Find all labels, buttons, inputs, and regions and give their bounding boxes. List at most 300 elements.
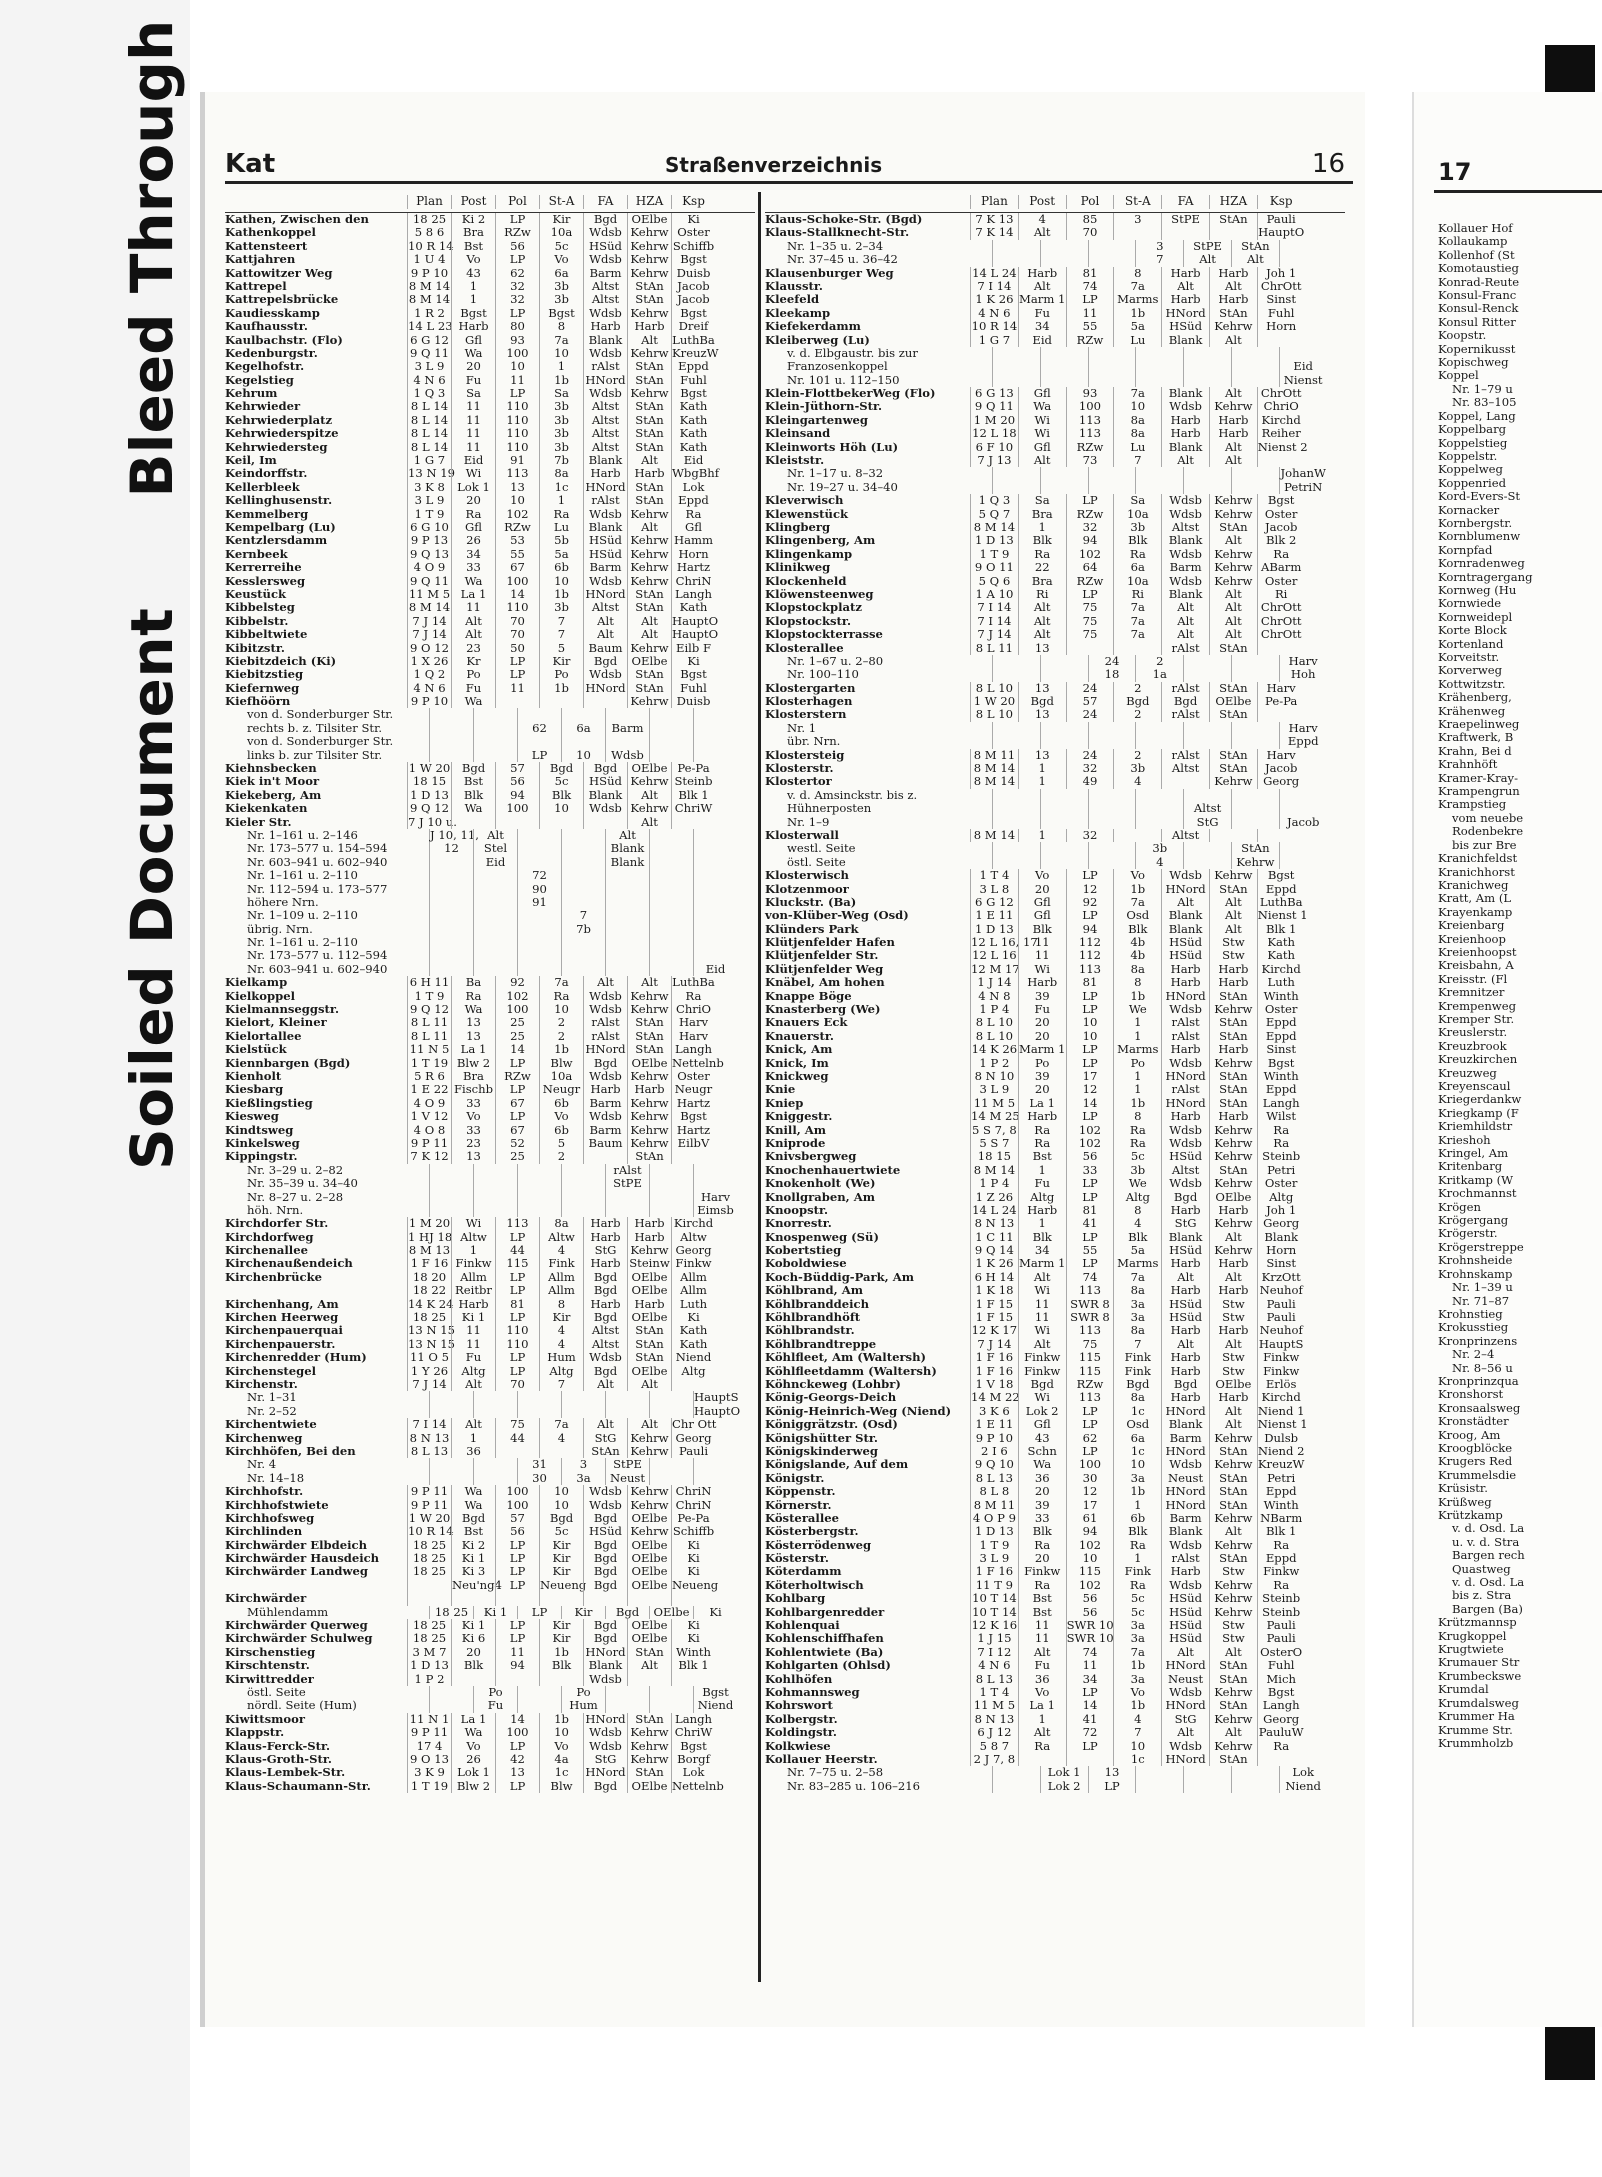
street-cell	[539, 695, 583, 708]
street-row	[225, 1485, 755, 1498]
street-cell: Alt	[1209, 1525, 1257, 1538]
street-name: Kippingstr.	[225, 1149, 298, 1164]
street-cell: Blk	[1018, 534, 1066, 547]
street-cell: StG	[583, 1432, 627, 1445]
street-row	[765, 1338, 1345, 1351]
next-page-entry: Kronprinzqua	[1438, 1373, 1519, 1388]
street-cell: Jacob	[671, 280, 715, 293]
column-label: St-A	[539, 195, 583, 208]
street-cell: Wdsb	[1161, 869, 1209, 882]
street-cell: Kirchd	[1257, 1391, 1305, 1404]
street-cell: Blank	[1161, 334, 1209, 347]
column-label: FA	[583, 195, 627, 208]
street-cell: Wdsb	[1161, 1177, 1209, 1190]
street-cell	[1088, 481, 1136, 494]
street-cell: Blank	[583, 1659, 627, 1672]
street-name: Kiesweg	[225, 1109, 279, 1124]
next-page-entry: Kopischweg	[1438, 355, 1509, 370]
street-cell	[649, 1191, 693, 1204]
street-cell: 18 25	[429, 1606, 473, 1619]
street-cell: Harb	[451, 1298, 495, 1311]
street-cell: Chr Ott	[672, 1417, 717, 1432]
street-cell: Altw	[451, 1231, 495, 1244]
next-page-entry: Konsul Ritter	[1438, 314, 1516, 329]
street-name: Klaus-Ferck-Str.	[225, 1738, 331, 1753]
street-cell	[605, 896, 649, 909]
street-cell: rAlst	[1161, 1083, 1209, 1096]
street-cell: Reiher	[1257, 427, 1305, 440]
street-cell	[671, 1378, 715, 1391]
street-cell: 11	[451, 414, 495, 427]
column-label: FA	[1161, 195, 1209, 208]
street-row	[765, 427, 1345, 440]
next-page-entry: Krieshoh	[1438, 1132, 1491, 1147]
street-name: Kattowitzer Weg	[225, 265, 333, 280]
street-cell: EilbV	[671, 1137, 715, 1150]
street-row	[765, 1271, 1345, 1284]
street-cell	[992, 374, 1040, 387]
column-label: Post	[1018, 195, 1066, 208]
street-name: Königslande, Auf dem	[765, 1457, 909, 1472]
street-cell: Ra	[451, 508, 495, 521]
street-cell	[1231, 1780, 1279, 1793]
street-cell	[1135, 789, 1183, 802]
street-cell: LP	[1066, 293, 1114, 306]
street-cell: Eid	[693, 963, 737, 976]
street-cell	[583, 1592, 627, 1605]
street-name: Kirchwärder	[225, 1591, 307, 1606]
street-cell: LP	[1066, 869, 1114, 882]
street-name: Kirchenbrücke	[225, 1269, 322, 1284]
street-cell	[1088, 802, 1136, 815]
street-cell: 1 P 4	[970, 1177, 1018, 1190]
street-cell	[1088, 467, 1136, 480]
street-cell: Altst	[583, 1324, 627, 1337]
street-name: Kirchwärder Schulweg	[225, 1631, 373, 1646]
street-cell: 1b	[1113, 1485, 1161, 1498]
street-cell	[649, 1204, 693, 1217]
street-cell: HauptO	[694, 1403, 741, 1418]
street-cell	[1231, 655, 1279, 668]
street-cell: Kehrw	[627, 347, 671, 360]
street-cell: 8 M 14	[970, 762, 1018, 775]
street-cell: 10 T 14	[970, 1592, 1018, 1605]
street-cell: PetriN	[1279, 481, 1327, 494]
street-name: Kleingartenweg	[765, 412, 869, 427]
street-name: Knill, Am	[765, 1122, 827, 1137]
street-cell: Wa	[1018, 1458, 1066, 1471]
column-label: Plan	[407, 195, 451, 208]
next-page-entry: Kranichweg	[1438, 877, 1509, 892]
street-cell	[517, 909, 561, 922]
street-cell: Bgd	[583, 1512, 627, 1525]
street-cell: 100	[495, 1726, 539, 1739]
column-label: HZA	[1209, 195, 1257, 208]
street-row	[765, 1070, 1345, 1083]
street-cell: Kehrw	[1209, 1686, 1257, 1699]
street-cell: Steinb	[671, 775, 715, 788]
street-cell: Wdsb	[583, 508, 627, 521]
street-cell: 41	[1066, 1713, 1114, 1726]
street-cell: 4 N 6	[407, 682, 451, 695]
street-cell: Finkw	[1257, 1351, 1305, 1364]
street-row	[225, 454, 755, 467]
street-cell: 11	[1018, 1619, 1066, 1632]
street-cell: Alt	[1161, 615, 1209, 628]
street-cell	[992, 467, 1040, 480]
street-cell: HNord	[1161, 1485, 1209, 1498]
street-row	[765, 1137, 1345, 1150]
street-row	[765, 990, 1345, 1003]
next-page-entry: Kremnitzer	[1438, 985, 1505, 1000]
street-cell: StAn	[1209, 521, 1257, 534]
street-cell: Wdsb	[605, 749, 649, 762]
street-cell: ChriO	[671, 1003, 715, 1016]
next-page-entry: Koppelstr.	[1438, 448, 1498, 463]
street-cell: Wdsb	[583, 347, 627, 360]
street-cell: 2 J 7, 8	[970, 1753, 1018, 1766]
street-cell: Alt	[1209, 1271, 1257, 1284]
street-cell: Bgst	[671, 1110, 715, 1123]
street-cell: Georg	[1257, 775, 1305, 788]
street-cell: Bgd	[583, 1057, 627, 1070]
street-cell: Duisb	[671, 695, 715, 708]
street-row	[225, 775, 755, 788]
street-cell: LP	[495, 1632, 539, 1645]
street-cell: Alt	[1209, 334, 1257, 347]
next-page-entry: Kreuzkirchen	[1438, 1052, 1518, 1067]
street-cell	[649, 869, 693, 882]
street-cell: Horn	[1257, 320, 1305, 333]
street-cell: Kehrw	[627, 1740, 671, 1753]
street-cell: 9 Q 11	[407, 575, 451, 588]
street-cell: 70	[495, 1378, 539, 1391]
street-cell: 5c	[1113, 1150, 1161, 1163]
street-cell: 18	[1088, 668, 1136, 681]
street-cell	[429, 923, 473, 936]
next-page-entry: Krampstieg	[1438, 797, 1507, 812]
street-cell	[1279, 347, 1327, 360]
street-cell: Osd	[1113, 909, 1161, 922]
street-row	[225, 1016, 755, 1029]
street-cell: Wdsb	[583, 1673, 627, 1686]
street-cell	[693, 936, 737, 949]
street-cell: StAn	[1209, 990, 1257, 1003]
next-page-entry: Korte Block	[1438, 623, 1507, 638]
street-cell	[1088, 735, 1136, 748]
street-cell: 3b	[539, 427, 583, 440]
street-cell	[693, 708, 737, 721]
street-name: Klosterallee	[765, 640, 844, 655]
street-row	[765, 642, 1345, 655]
street-cell: Sa	[1018, 494, 1066, 507]
next-page-entry: Kreisbahn, A	[1438, 958, 1514, 973]
street-cell: 1 Z 26	[970, 1191, 1018, 1204]
street-cell: 9 O 11	[970, 561, 1018, 574]
street-cell: Fu	[1018, 307, 1066, 320]
street-cell: LP	[495, 655, 539, 668]
street-cell: LP	[1066, 1177, 1114, 1190]
street-name: Kolkwiese	[765, 1738, 831, 1753]
street-cell: Marms	[1113, 1257, 1161, 1270]
street-cell	[1279, 842, 1327, 855]
street-cell: 1 W 20	[408, 1510, 451, 1525]
street-cell	[649, 936, 693, 949]
street-cell: Blk 1	[1257, 923, 1305, 936]
street-cell: 4 N 6	[970, 1659, 1018, 1672]
street-cell: 6 G 13	[970, 387, 1018, 400]
street-cell: Harb	[583, 320, 627, 333]
street-cell: NBarm	[1257, 1512, 1305, 1525]
street-name: Kielkamp	[225, 975, 288, 990]
street-name: Kathen, Zwischen den	[225, 212, 369, 226]
street-cell: HNord	[1161, 1659, 1209, 1672]
street-cell	[429, 909, 473, 922]
street-cell	[1135, 347, 1183, 360]
street-name: König-Georgs-Deich	[765, 1390, 897, 1405]
street-cell: Alt	[583, 628, 627, 641]
column-label: Ksp	[671, 195, 715, 208]
street-cell: LP	[495, 1780, 539, 1793]
street-cell: 7a	[1113, 1271, 1161, 1284]
street-row	[765, 1217, 1345, 1230]
street-cell	[992, 789, 1040, 802]
next-page-entry: Nr. 83–105	[1452, 395, 1517, 410]
street-cell: Kirchd	[1257, 963, 1305, 976]
street-cell: 8 M 14	[970, 521, 1018, 534]
street-cell: Alt	[1161, 601, 1209, 614]
street-cell: 8 L 14	[407, 427, 451, 440]
street-cell: RZw	[495, 521, 539, 534]
street-cell	[473, 1458, 517, 1471]
street-row	[225, 521, 755, 534]
street-cell	[473, 1177, 517, 1190]
street-cell: Alt	[1161, 1726, 1209, 1739]
street-cell	[1113, 642, 1161, 655]
street-name: Klaus-Schoke-Str. (Bgd)	[765, 212, 923, 226]
street-cell: Stw	[1209, 1351, 1257, 1364]
street-row	[765, 1150, 1345, 1163]
street-row	[765, 896, 1345, 909]
street-name: Kibbelsteg	[225, 600, 295, 615]
street-cell: 4	[1113, 1217, 1161, 1230]
street-cell: Blank	[1161, 588, 1209, 601]
street-row	[765, 588, 1345, 601]
street-cell: Wa	[451, 1726, 495, 1739]
street-cell: 1c	[1113, 1405, 1161, 1418]
street-row	[225, 789, 755, 802]
street-cell: 1 X 26	[407, 655, 451, 668]
street-cell: ChriN	[671, 1499, 715, 1512]
street-cell: Harb	[1209, 1110, 1257, 1123]
street-cell: 1 T 4	[970, 1686, 1018, 1699]
street-cell: 14 L 24	[970, 1204, 1018, 1217]
next-page-entry: Kreienhoop	[1438, 931, 1506, 946]
street-name: Köhlbrand, Am	[765, 1283, 863, 1298]
street-cell: LP	[495, 1539, 539, 1552]
street-cell: 1 F 15	[970, 1311, 1018, 1324]
street-cell: 14 K 26	[971, 1042, 1018, 1057]
street-cell: Borgf	[671, 1753, 715, 1766]
street-cell: Harb	[583, 1231, 627, 1244]
directory-page	[200, 92, 1365, 2027]
street-cell: RZw	[495, 1070, 539, 1083]
next-page-entry: Krumbeckswe	[1438, 1668, 1522, 1683]
street-cell: 6b	[1113, 1512, 1161, 1525]
street-cell: 7	[1113, 454, 1161, 467]
street-cell	[1040, 668, 1088, 681]
street-row	[225, 253, 755, 266]
street-name: Kehrwiedersteg	[225, 439, 328, 454]
street-row	[765, 1311, 1345, 1324]
street-cell	[561, 829, 605, 842]
street-cell: Ki	[671, 1619, 715, 1632]
street-row	[765, 1030, 1345, 1043]
street-cell: Baum	[583, 1137, 627, 1150]
street-row	[765, 575, 1345, 588]
street-cell: Po	[539, 668, 583, 681]
street-row	[225, 1137, 755, 1150]
street-row	[765, 615, 1345, 628]
street-cell: Kehrw	[627, 387, 671, 400]
street-cell	[693, 749, 737, 762]
street-cell: StAn	[1209, 307, 1257, 320]
street-cell: 11 M 5	[970, 1097, 1018, 1110]
street-cell: StAn	[1209, 1485, 1257, 1498]
street-cell: 115	[495, 1257, 539, 1270]
next-page-entry: Kronstädter	[1438, 1414, 1509, 1429]
street-cell	[429, 936, 473, 949]
street-cell: 100	[495, 1003, 539, 1016]
street-cell: Kehrw	[627, 240, 671, 253]
street-name: Kathenkoppel	[225, 225, 316, 240]
street-cell: Eppd	[671, 360, 715, 373]
street-row	[765, 1713, 1345, 1726]
street-cell: OElbe	[627, 1271, 671, 1284]
street-row	[765, 883, 1345, 896]
street-cell: RZw	[495, 226, 539, 239]
street-cell: Harb	[1018, 1110, 1066, 1123]
street-cell: 110	[495, 414, 539, 427]
street-cell: Bgd	[605, 1606, 649, 1619]
street-cell: Bgd	[583, 1565, 627, 1578]
street-row	[225, 990, 755, 1003]
street-name: Nr. 1–35 u. 2–34	[787, 238, 884, 253]
street-row	[765, 374, 1345, 387]
street-row	[225, 1499, 755, 1512]
street-cell: Kath	[671, 441, 715, 454]
street-cell: 4 N 6	[407, 374, 451, 387]
street-cell: Kehrw	[627, 1070, 671, 1083]
street-cell: Niend 1	[1257, 1403, 1305, 1418]
street-cell: HSüd	[583, 1525, 627, 1538]
street-cell: Alt	[627, 816, 671, 829]
street-cell	[693, 842, 737, 855]
street-cell: 56	[1066, 1150, 1114, 1163]
street-cell: 4 O 8	[407, 1124, 451, 1137]
street-row	[225, 240, 755, 253]
street-cell: 1 T 9	[407, 990, 451, 1003]
street-cell: Kir	[539, 213, 583, 226]
street-cell: Finkw	[1257, 1565, 1305, 1578]
street-cell: 18 25	[407, 1632, 451, 1645]
street-cell: 110	[495, 427, 539, 440]
street-cell	[992, 735, 1040, 748]
street-cell: Fu	[1018, 1659, 1066, 1672]
next-page-entry: Krähenweg	[1438, 703, 1506, 718]
street-cell	[605, 869, 649, 882]
street-cell: Ra	[1018, 1579, 1066, 1592]
street-name: Nr. 83–285 u. 106–216	[787, 1778, 921, 1793]
next-page-entry: Krumme Str.	[1438, 1722, 1513, 1737]
street-name: Klosterwisch	[765, 868, 849, 883]
street-cell: Harb	[1161, 1257, 1209, 1270]
next-page-entry: Krummer Ha	[1438, 1709, 1515, 1724]
street-cell: Fischb	[451, 1083, 495, 1096]
street-cell: Eppd	[1257, 1083, 1305, 1096]
street-cell	[1279, 802, 1327, 815]
street-cell	[561, 1164, 605, 1177]
street-cell	[1066, 1753, 1114, 1766]
street-name: Klotzenmoor	[765, 881, 849, 896]
street-name: Klostertor	[765, 774, 832, 789]
street-name: Kniep	[765, 1095, 804, 1110]
street-row	[765, 1525, 1345, 1538]
street-cell: Harb	[1161, 267, 1209, 280]
street-cell: 13	[495, 1766, 539, 1779]
street-name: Nr. 112–594 u. 173–577	[247, 881, 388, 896]
street-row	[765, 1740, 1345, 1753]
street-cell: Winth	[1257, 1070, 1305, 1083]
street-cell: Alt	[583, 1418, 627, 1431]
street-cell: 4b	[1113, 949, 1161, 962]
street-cell: Blank	[1257, 1231, 1305, 1244]
street-cell: Vo	[1113, 869, 1161, 882]
street-cell: StAn	[627, 481, 671, 494]
street-cell: Kehrw	[1209, 575, 1257, 588]
street-name: Kirchlinden	[225, 1524, 303, 1539]
street-cell: StAn	[1209, 1472, 1257, 1485]
street-cell: Pauli	[1257, 1298, 1305, 1311]
street-cell	[649, 829, 693, 842]
street-cell	[992, 360, 1040, 373]
street-row	[765, 508, 1345, 521]
street-cell: Eppd	[1257, 1030, 1305, 1043]
street-row	[225, 762, 755, 775]
street-cell	[1183, 1766, 1231, 1779]
street-cell	[649, 1686, 693, 1699]
street-cell	[1183, 735, 1231, 748]
street-cell: Kir	[539, 1552, 583, 1565]
street-cell	[539, 1445, 583, 1458]
street-cell: Alt	[1161, 454, 1209, 467]
page-number: 16	[1311, 149, 1345, 179]
street-cell: 110	[495, 601, 539, 614]
street-cell: Harb	[1209, 427, 1257, 440]
street-name: Kiehnsbecken	[225, 761, 317, 776]
street-name: Köhlbrandstr.	[765, 1323, 855, 1338]
street-cell: 12 L 16, 17	[971, 935, 1038, 950]
street-cell	[693, 829, 737, 842]
street-cell	[583, 1150, 627, 1163]
street-name: Kießlingstieg	[225, 1095, 313, 1110]
street-cell: Georg	[1257, 1217, 1305, 1230]
street-name: Kindtsweg	[225, 1122, 294, 1137]
street-cell	[671, 1150, 715, 1163]
street-cell: 94	[495, 1659, 539, 1672]
street-row	[765, 1632, 1345, 1645]
street-cell	[1257, 1753, 1305, 1766]
